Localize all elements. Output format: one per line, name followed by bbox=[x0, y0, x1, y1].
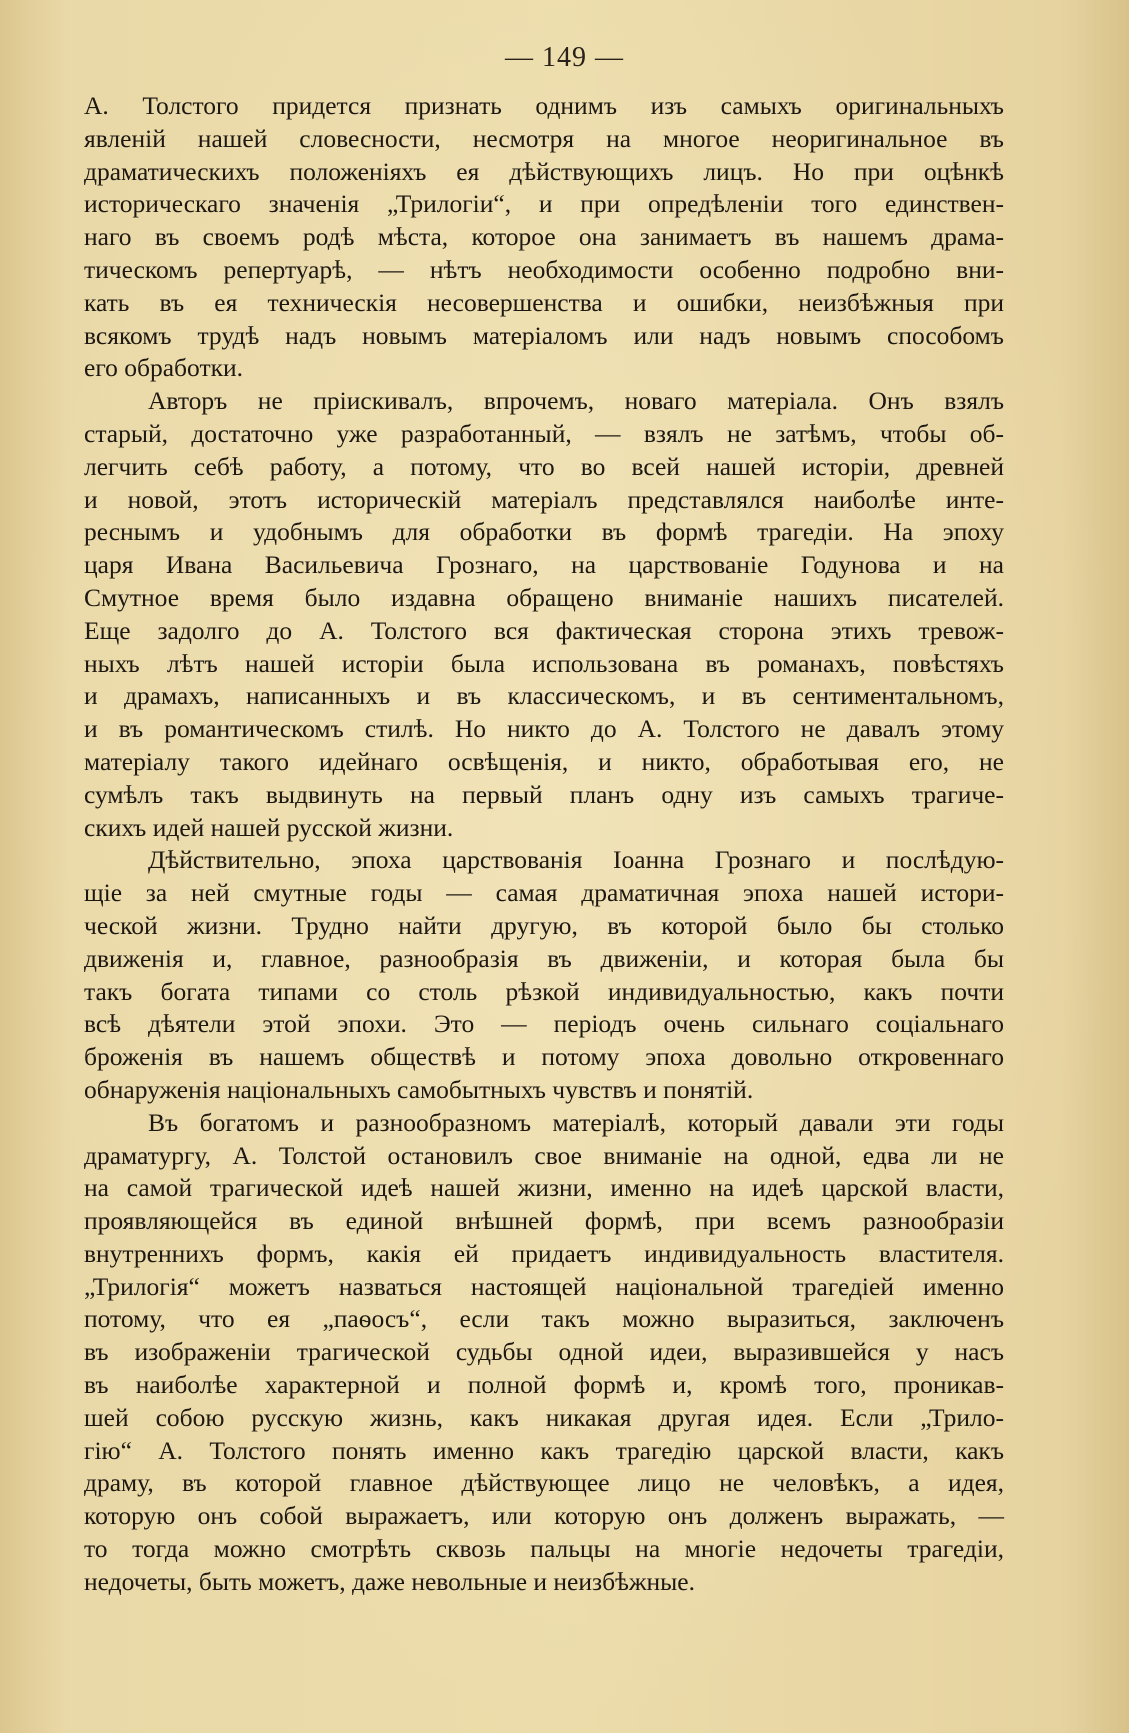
text-line: Авторъ не пріискивалъ, впрочемъ, новаго матеріала. Онъ взялъ bbox=[148, 386, 1004, 416]
text-line: броженія въ нашемъ обществѣ и потому эпоха довольно откровеннаго bbox=[84, 1042, 1004, 1072]
text-line: въ изображеніи трагической судьбы одной идеи, выразившейся у насъ bbox=[84, 1337, 1004, 1367]
text-line: которую онъ собой выражаетъ, или которую онъ долженъ выражать, — bbox=[84, 1501, 1004, 1531]
text-line: всѣ дѣятели этой эпохи. Это — періодъ очень сильнаго соціальнаго bbox=[84, 1009, 1004, 1039]
text-line: то тогда можно смотрѣть сквозь пальцы на многіе недочеты трагедіи, bbox=[84, 1534, 1004, 1564]
page-number: — 149 — bbox=[505, 42, 624, 73]
text-line: и въ романтическомъ стилѣ. Но никто до А. Толстого не давалъ этому bbox=[84, 714, 1004, 744]
text-line: Дѣйствительно, эпоха царствованія Іоанна Грознаго и послѣдую- bbox=[148, 845, 1004, 875]
text-line: драму, въ которой главное дѣйствующее лицо не человѣкъ, а идея, bbox=[84, 1468, 1004, 1498]
paragraph bbox=[84, 844, 1004, 1106]
text-line: драматургу, А. Толстой остановилъ свое вниманіе на одной, едва ли не bbox=[84, 1140, 1004, 1170]
text-line: и драмахъ, написанныхъ и въ классическомъ, и въ сентиментальномъ, bbox=[84, 681, 1004, 711]
text-line: такъ богата типами со столь рѣзкой индивидуальностью, какъ почти bbox=[84, 976, 1004, 1006]
text-line: наго въ своемъ родѣ мѣста, которое она занимаетъ въ нашемъ драма- bbox=[84, 222, 1004, 252]
text-line: А. Толстого придется признать однимъ изъ самыхъ оригинальныхъ bbox=[84, 91, 1004, 120]
text-line: кать въ ея техническія несовершенства и ошибки, неизбѣжныя при bbox=[84, 287, 1004, 317]
text-line: драматическихъ положеніяхъ ея дѣйствующихъ лицъ. Но при оцѣнкѣ bbox=[84, 156, 1004, 186]
text-line: внутреннихъ формъ, какія ей придаетъ индивидуальность властителя. bbox=[84, 1238, 1004, 1268]
text-line: всякомъ трудѣ надъ новымъ матеріаломъ или надъ новымъ способомъ bbox=[84, 320, 1004, 350]
text-line: Въ богатомъ и разнообразномъ матеріалѣ, который давали эти годы bbox=[148, 1107, 1004, 1137]
text-line: обнаруженія національныхъ самобытныхъ чувствъ и понятій. bbox=[84, 1074, 754, 1104]
text-line: ческой жизни. Трудно найти другую, въ которой было бы столько bbox=[84, 910, 1004, 940]
text-line: Еще задолго до А. Толстого вся фактическая сторона этихъ тревож- bbox=[84, 615, 1004, 645]
text-line: на самой трагической идеѣ нашей жизни, именно на идеѣ царской власти, bbox=[84, 1173, 1004, 1203]
text-line: легчить себѣ работу, а потому, что во всей нашей исторіи, древней bbox=[84, 451, 1004, 481]
text-line: матеріалу такого идейнаго освѣщенія, и никто, обработывая его, не bbox=[84, 746, 1004, 776]
text-line: проявляющейся въ единой внѣшней формѣ, при всемъ разнообразіи bbox=[84, 1206, 1004, 1236]
paragraph bbox=[84, 385, 1004, 844]
text-line: историческаго значенія „Трилогіи“, и при опредѣленіи того единствен- bbox=[84, 189, 1004, 219]
text-line: въ наиболѣе характерной и полной формѣ и, кромѣ того, проникав- bbox=[84, 1370, 1004, 1400]
text-line: сумѣлъ такъ выдвинуть на первый планъ одну изъ самыхъ трагиче- bbox=[84, 779, 1004, 809]
body-text bbox=[84, 90, 1004, 1599]
text-line: недочеты, быть можетъ, даже невольные и неизбѣжные. bbox=[84, 1566, 696, 1596]
text-line: потому, что ея „паѳосъ“, если такъ можно выразиться, заключенъ bbox=[84, 1304, 1004, 1334]
text-line: ныхъ лѣтъ нашей исторіи была использована въ романахъ, повѣстяхъ bbox=[84, 648, 1004, 678]
text-line: явленій нашей словесности, несмотря на многое неоригинальное въ bbox=[84, 123, 1004, 153]
text-line: движенія и, главное, разнообразія въ движеніи, и которая была бы bbox=[84, 943, 1004, 973]
text-line: реснымъ и удобнымъ для обработки въ формѣ трагедіи. На эпоху bbox=[84, 517, 1004, 547]
text-line: гію“ А. Толстого понять именно какъ трагедію царской власти, какъ bbox=[84, 1435, 1004, 1465]
text-line: его обработки. bbox=[84, 353, 244, 383]
paragraph bbox=[84, 90, 1004, 385]
text-line: старый, достаточно уже разработанный, — взялъ не затѣмъ, чтобы об- bbox=[84, 418, 1004, 448]
paragraph bbox=[84, 1107, 1004, 1599]
text-line: „Трилогія“ можетъ назваться настоящей національной трагедіей именно bbox=[84, 1271, 1004, 1301]
text-line: Смутное время было издавна обращено вниманіе нашихъ писателей. bbox=[84, 582, 1004, 612]
text-line: щіе за ней смутные годы — самая драматичная эпоха нашей истори- bbox=[84, 878, 1004, 908]
text-line: тическомъ репертуарѣ, — нѣтъ необходимости особенно подробно вни- bbox=[84, 254, 1004, 284]
text-line: скихъ идей нашей русской жизни. bbox=[84, 812, 454, 842]
text-line: шей собою русскую жизнь, какъ никакая другая идея. Если „Трило- bbox=[84, 1402, 1004, 1432]
text-line: царя Ивана Васильевича Грознаго, на царствованіе Годунова и на bbox=[84, 550, 1004, 580]
text-line: и новой, этотъ историческій матеріалъ представлялся наиболѣе инте- bbox=[84, 484, 1004, 514]
